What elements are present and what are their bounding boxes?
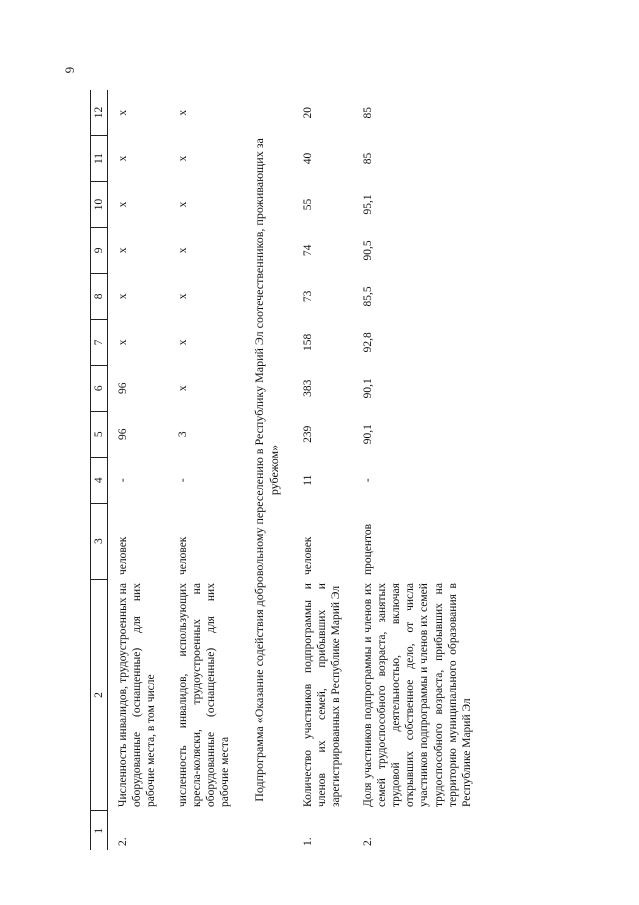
value-cell: 55: [302, 198, 315, 211]
value-cell: х: [117, 201, 130, 208]
unit-cell: процентов: [362, 523, 375, 576]
value-cell: 158: [302, 333, 315, 351]
table-header-row: [91, 90, 108, 850]
value-cell: 20: [302, 107, 315, 119]
indicator-name: численность инвалидов, использующих кресла-коляски, трудоустроенных на оборудованные (оснащенные) для них рабочие места: [177, 583, 232, 807]
unit-cell: человек: [117, 536, 130, 576]
value-cell: -: [117, 478, 130, 483]
row-number: 2.: [362, 837, 375, 846]
value-cell: 73: [302, 290, 315, 303]
section-title: Подпрограмма «Оказание содействия добровольному переселению в Республику Марий Эл соотечественников, проживающих за рубежом»: [252, 138, 281, 802]
table-row: [353, 90, 483, 850]
header-cell: 2: [91, 579, 108, 811]
row-number: 2.: [117, 837, 130, 846]
value-cell: 85: [362, 152, 375, 165]
value-cell: -: [177, 478, 190, 483]
indicators-table: [90, 90, 484, 850]
row-number: 1.: [302, 837, 315, 846]
value-cell: 383: [302, 379, 315, 397]
indicator-name: Доля участников подпрограммы и членов их семей трудоспособного возраста, занятых трудовой деятельностью, включая открывших собственное дело, от числа участников подпрограммы и членов их семей трудоспособного возраста, прибывших на территорию муниципального образования в Республике Марий Эл: [362, 583, 473, 807]
unit-cell: человек: [302, 536, 315, 576]
value-cell: х: [117, 247, 130, 254]
header-cell: 12: [91, 90, 108, 136]
header-cell: 3: [91, 503, 108, 579]
header-cell: 10: [91, 181, 108, 227]
value-cell: х: [177, 293, 190, 300]
header-cell: 4: [91, 457, 108, 503]
value-cell: х: [117, 293, 130, 300]
value-cell: 239: [302, 425, 315, 443]
value-cell: 11: [302, 474, 315, 486]
header-cell: 5: [91, 411, 108, 457]
value-cell: х: [177, 247, 190, 254]
rotated-sheet: [90, 70, 620, 850]
value-cell: 90,1: [362, 378, 375, 399]
value-cell: х: [177, 385, 190, 392]
table-row: [168, 90, 242, 850]
value-cell: 85,5: [362, 286, 375, 307]
value-cell: х: [117, 109, 130, 116]
header-cell: 8: [91, 273, 108, 319]
value-cell: х: [177, 201, 190, 208]
value-cell: 40: [302, 152, 315, 165]
row-number: [168, 811, 242, 850]
value-cell: 95,1: [362, 194, 375, 215]
value-cell: 90,1: [362, 424, 375, 445]
value-cell: х: [117, 339, 130, 346]
value-cell: -: [362, 478, 375, 483]
value-cell: 3: [177, 431, 190, 438]
indicator-name: Численность инвалидов, трудоустроенных на оборудованные (оснащенные) для них рабочие места, в том числе: [117, 583, 158, 807]
value-cell: 74: [302, 244, 315, 257]
value-cell: 96: [117, 428, 130, 440]
value-cell: 92,8: [362, 332, 375, 353]
section-row: [242, 90, 293, 850]
table-row: [293, 90, 353, 850]
header-cell: 9: [91, 227, 108, 273]
indicator-name: Количество участников подпрограммы и членов их семей, прибывших и зарегистрированных в Республике Марий Эл: [302, 583, 343, 807]
value-cell: 96: [117, 382, 130, 395]
header-cell: 7: [91, 319, 108, 365]
value-cell: х: [117, 155, 130, 162]
header-cell: 6: [91, 365, 108, 411]
unit-cell: человек: [177, 536, 190, 576]
value-cell: х: [177, 155, 190, 162]
value-cell: 85: [362, 107, 375, 119]
table-row: [108, 90, 169, 850]
page-number: 6: [62, 66, 78, 74]
header-cell: 11: [91, 136, 108, 182]
value-cell: х: [177, 339, 190, 346]
value-cell: 90,5: [362, 240, 375, 261]
value-cell: х: [177, 109, 190, 116]
header-cell: 1: [91, 811, 108, 850]
